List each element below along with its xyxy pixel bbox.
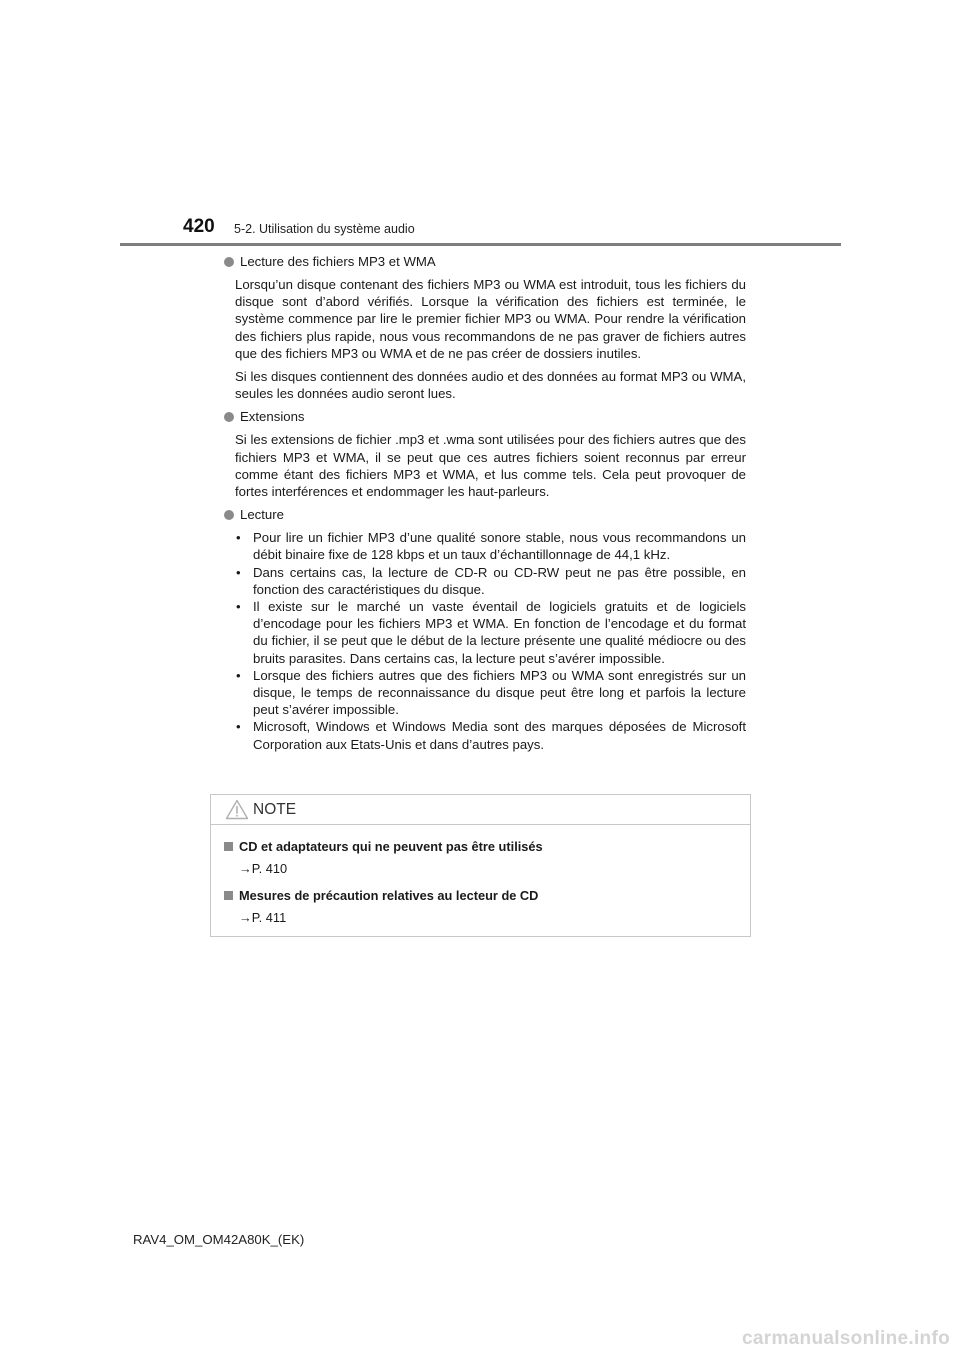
item-heading: Lecture [240,507,284,523]
list-item [224,718,746,752]
list-item [224,598,746,667]
circle-bullet-icon [224,510,234,520]
note-item [224,887,750,926]
square-bullet-icon [224,891,233,900]
document-code: RAV4_OM_OM42A80K_(EK) [133,1232,305,1247]
item-mp3-wma [224,253,746,402]
note-item-heading: Mesures de précaution relatives au lecteur de CD [239,888,539,903]
watermark: carmanualsonline.info [742,1328,950,1349]
paragraph: Si les extensions de fichier .mp3 et .wma sont utilisées pour des fichiers autres que des fichiers MP3 et WMA, il se peut que ces autres fichiers soient reconnus par erreur comme étant des fichiers MP3 et WMA, et lus comme tels. Cela peut provoquer de fortes interférences et endommager les haut-parleurs. [235,432,746,500]
list-item [224,667,746,719]
paragraph: Si les disques contiennent des données audio et des données au format MP3 ou WMA, seules les données audio seront lues. [235,369,746,402]
header-rule [120,243,841,246]
bullet-list [224,529,746,753]
note-box [210,794,751,937]
list-item [224,529,746,563]
item-extensions [224,408,746,500]
bullet-dot-icon: • [236,719,241,735]
bullet-dot-icon: • [236,530,241,546]
page-number: 420 [183,216,215,237]
circle-bullet-icon [224,412,234,422]
warning-triangle-icon [225,799,249,820]
paragraph: Lorsqu’un disque contenant des fichiers MP3 ou WMA est introduit, tous les fichiers du disque sont d’abord vérifiés. Lorsque la vérification des fichiers est terminée, le système commence par lire le premier fichier MP3 ou WMA. Pour rendre la vérification des fichiers plus rapide, nous vous recommandons de ne pas graver de fichiers autres que des fichiers MP3 ou WMA et de ne pas créer de dossiers inutiles. [235,277,746,361]
section-title: 5-2. Utilisation du système audio [234,222,415,236]
circle-bullet-icon [224,257,234,267]
list-item-text: Microsoft, Windows et Windows Media sont des marques déposées de Microsoft Corporation aux Etats-Unis et dans d’autres pays. [253,719,746,752]
note-item [224,838,750,877]
page-reference: →P. 410 [239,861,288,876]
bullet-dot-icon: • [236,667,241,683]
list-item-text: Il existe sur le marché un vaste éventail de logiciels gratuits et de logiciels d’encodage pour les fichiers MP3 et WMA. En fonction de l’encodage et du format du fichier, il se peut que le début de la lecture présente une qualité médiocre ou des bruits parasites. Dans certains cas, la lecture peut s’avérer impossible. [253,599,746,666]
bullet-dot-icon: • [236,564,241,580]
item-heading: Lecture des fichiers MP3 et WMA [240,253,436,269]
item-heading: Extensions [240,409,305,425]
bullet-dot-icon: • [236,599,241,615]
note-body [211,825,750,926]
list-item-text: Pour lire un fichier MP3 d’une qualité sonore stable, nous vous recommandons un débit binaire fixe de 128 kbps et un taux d’échantillonnage de 44,1 kHz. [253,530,746,563]
list-item [224,564,746,598]
list-item-text: Lorsque des fichiers autres que des fichiers MP3 ou WMA sont enregistrés sur un disque, le temps de reconnaissance du disque peut être long et parfois la lecture peut s’avérer impossible. [253,667,746,718]
note-item-heading: CD et adaptateurs qui ne peuvent pas être utilisés [239,839,543,854]
note-title: NOTE [253,801,297,818]
note-header [211,795,750,825]
list-item-text: Dans certains cas, la lecture de CD-R ou CD-RW peut ne pas être possible, en fonction des caractéristiques du disque. [253,564,746,597]
page-reference: →P. 411 [239,910,287,925]
square-bullet-icon [224,842,233,851]
main-content [224,253,746,753]
item-lecture [224,506,746,753]
